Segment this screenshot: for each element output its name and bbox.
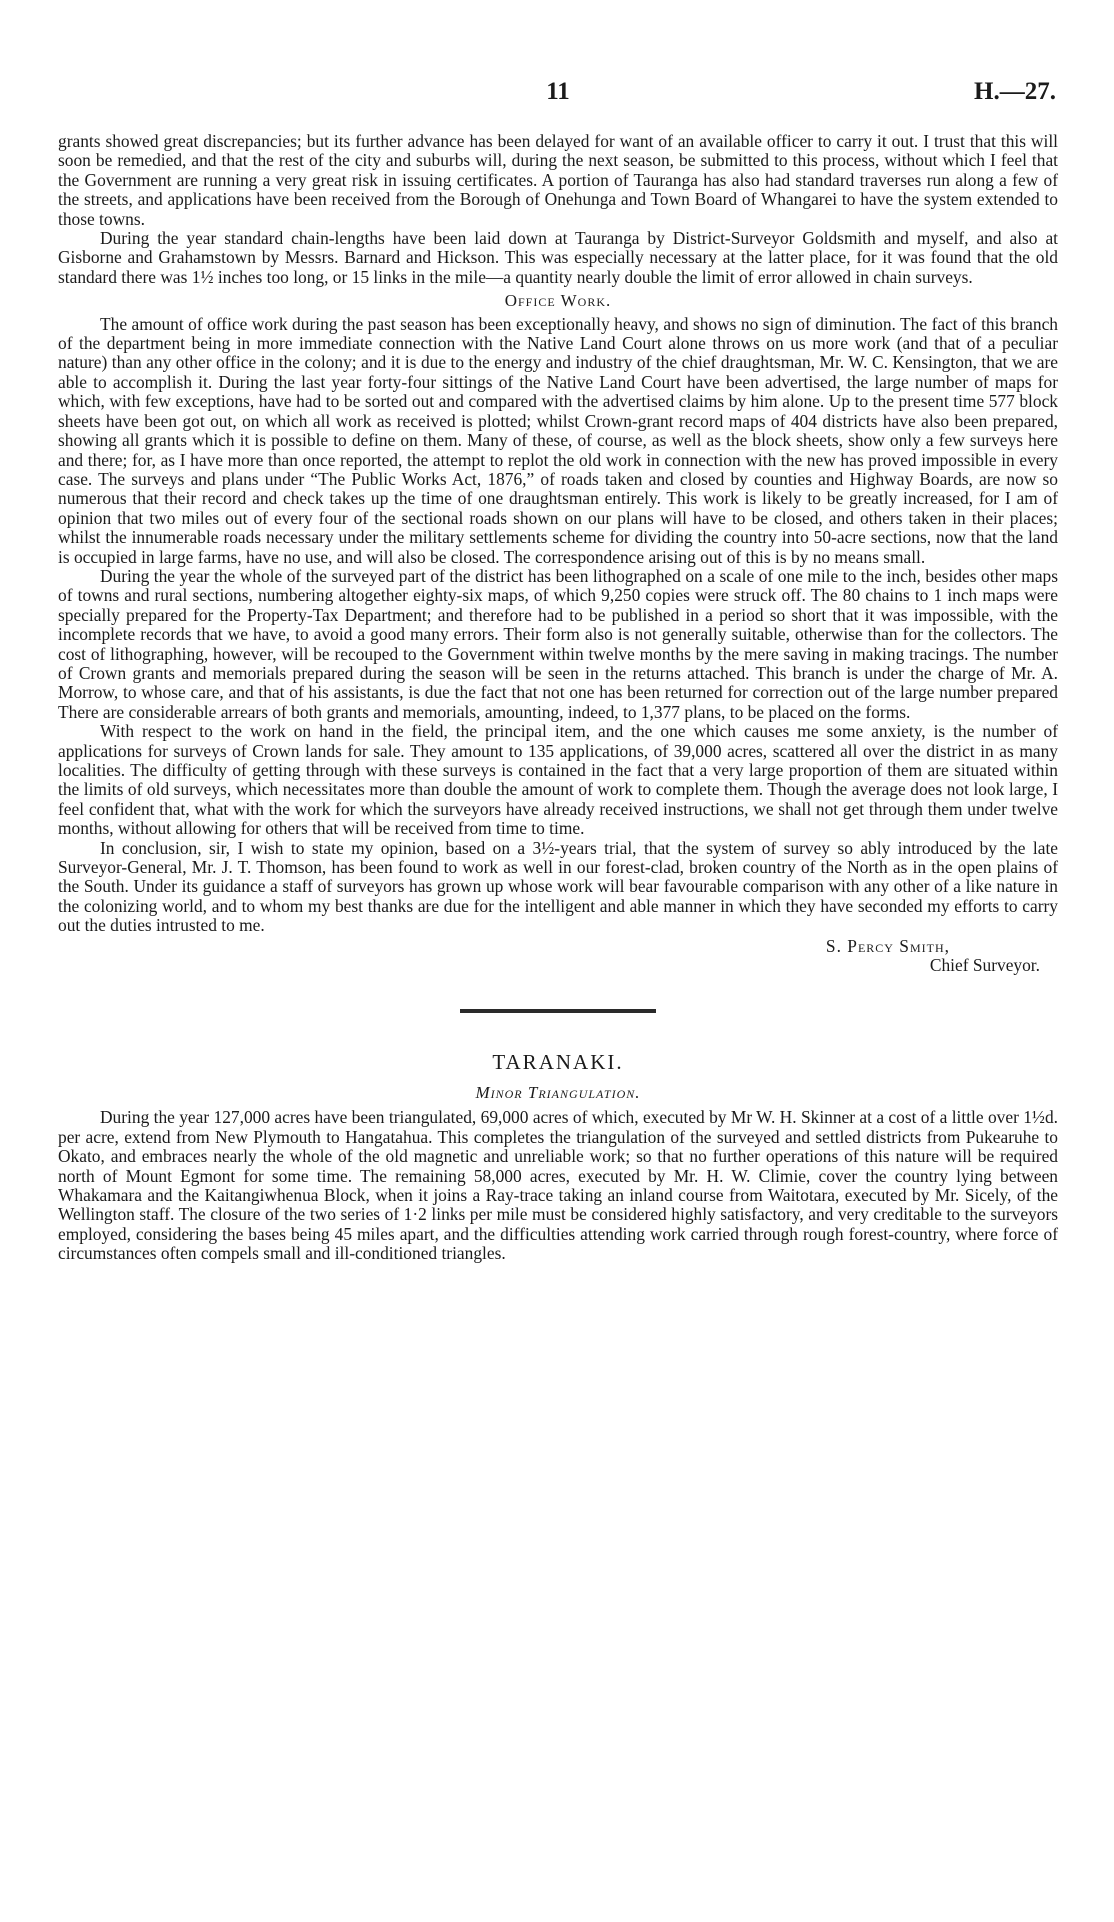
document-reference: H.—27. (974, 78, 1056, 105)
paragraph-office-work-1: The amount of office work during the past season has been exceptionally heavy, and shows no sign of diminution. The fact of this branch of the department being in more immediate connection with the Native Land Court alone throws on us more work (and that of a peculiar nature) than any other office in the colony; and it is due to the energy and industry of the chief draughtsman, Mr. W. C. Kensington, that we are able to accomplish it. During the last year forty-four sittings of the Native Land Court have been advertised, the large number of maps for which, with few exceptions, have had to be sorted out and compared with the advertised claims by him alone. Up to the present time 577 block sheets have been got out, on which all work as received is plotted; whilst Crown-grant record maps of 404 districts have also been prepared, showing all grants which it is possible to define on them. Many of these, of course, as well as the block sheets, show only a few surveys here and there; for, as I have more than once reported, the attempt to replot the old work in connection with the new has proved impossible in every case. The surveys and plans under “The Public Works Act, 1876,” of roads taken and closed by counties and Highway Boards, are now so numerous that their record and check takes up the time of one draughtsman entirely. This work is likely to be greatly increased, for I am of opinion that two miles out of every four of the sectional roads shown on our plans will have to be closed, and others taken in their places; whilst the innumerable roads necessary under the military settlements scheme for dividing the country into 50-acre sections, now that the land is occupied in large farms, have no use, and will also be closed. The correspondence arising out of this is by no means small. (58, 313, 1058, 567)
signature-name: S. Percy Smith, (825, 935, 950, 956)
paragraph-chain-lengths: During the year standard chain-lengths have been laid down at Tauranga by District-Surveyor Goldsmith and myself, and also at Gisborne and Grahamstown by Messrs. Barnard and Hickson. This was especially necessary at the latter place, for it was found that the old standard there was 1½ inches too long, or 15 links in the mile—a quantity nearly double the limit of error allowed in chain surveys. (58, 228, 1058, 287)
minor-triangulation-heading: Minor Triangulation. (475, 1082, 641, 1102)
office-work-heading: Office Work. (504, 291, 612, 311)
paragraph-taranaki-triangulation: During the year 127,000 acres have been triangulated, 69,000 acres of which, executed by Mr W. H. Skinner at a cost of a little over 1½d. per acre, extend from New Plymouth to Hangatahua. This completes the triangulation of the surveyed and settled districts from Pukearuhe to Okato, and embraces nearly the whole of the old magnetic and unreliable work; so that no further operations of this nature will be required north of Mount Egmont for some time. The remaining 58,000 acres, executed by Mr. H. W. Climie, cover the country lying between Whakamara and the Kaitangiwhenua Block, when it joins a Ray-trace taking an inland course from Waitotara, executed by Mr. Sicely, of the Wellington staff. The closure of the two series of 1·2 links per mile must be considered highly satisfactory, and very creditable to the surveyors employed, considering the bases being 45 miles apart, and the difficulties attending work carried through rough forest-country, where force of circumstances often compels small and ill-conditioned triangles. (58, 1107, 1058, 1264)
page-header (58, 78, 1058, 114)
page-number: 11 (546, 78, 570, 105)
paragraph-intro: grants showed great discrepancies; but its further advance has been delayed for want of an available officer to carry it out. I trust that this will soon be remedied, and that the rest of the city and suburbs will, during the next season, be submitted to this process, without which I feel that the Government are running a very great risk in issuing certificates. A portion of Tauranga has also had standard traverses run along a few of the streets, and applications have been received from the Borough of Onehunga and Town Board of Whangarei to have the system extended to those towns. (58, 131, 1058, 229)
paragraph-office-work-2: During the year the whole of the surveyed part of the district has been lithographed on a scale of one mile to the inch, besides other maps of towns and rural sections, numbering altogether eighty-six maps, of which 9,250 copies were struck off. The 80 chains to 1 inch maps were specially prepared for the Property-Tax Department; and therefore had to be published in a period so short that it was impossible, with the incomplete records that we have, to avoid a good many errors. Their form also is not generally suitable, otherwise than for the collectors. The cost of lithographing, however, will be recouped to the Government within twelve months by the mere saving in making tracings. The number of Crown grants and memorials prepared during the season will be seen in the returns attached. This branch is under the charge of Mr. A. Morrow, to whose care, and that of his assistants, is due the fact that not one has been returned for correction out of the large number prepared There are considerable arrears of both grants and memorials, amounting, indeed, to 1,377 plans, to be placed on the forms. (58, 565, 1058, 722)
section-divider (460, 1009, 656, 1013)
document-page (58, 0, 1058, 1922)
signature-title: Chief Surveyor. (929, 955, 1040, 976)
paragraph-conclusion: In conclusion, sir, I wish to state my opinion, based on a 3½-years trial, that the system of survey so ably introduced by the late Surveyor-General, Mr. J. T. Thomson, has been found to work as well in our forest-clad, broken country of the North as in the open plains of the South. Under its guidance a staff of surveyors has grown up whose work will bear favourable comparison with any other of a like nature in the colonizing world, and to whom my best thanks are due for the intelligent and able manner in which they have seconded my efforts to carry out the duties intrusted to me. (58, 837, 1058, 936)
body-text (58, 132, 1058, 1264)
taranaki-section-title: TARANAKI. (492, 1050, 624, 1075)
paragraph-office-work-3: With respect to the work on hand in the field, the principal item, and the one which causes me some anxiety, is the number of applications for surveys of Crown lands for sale. They amount to 135 applications, of 39,000 acres, scattered all over the district in as many localities. The difficulty of getting through with these surveys is contained in the fact that a very large proportion of them are situated within the limits of old surveys, which necessitates more than double the amount of work to complete them. Though the average does not look large, I feel confident that, what with the work for which the surveyors have already received instructions, we shall not get through them under twelve months, without allowing for others that will be received from time to time. (58, 721, 1058, 839)
signature-block (58, 937, 1058, 976)
